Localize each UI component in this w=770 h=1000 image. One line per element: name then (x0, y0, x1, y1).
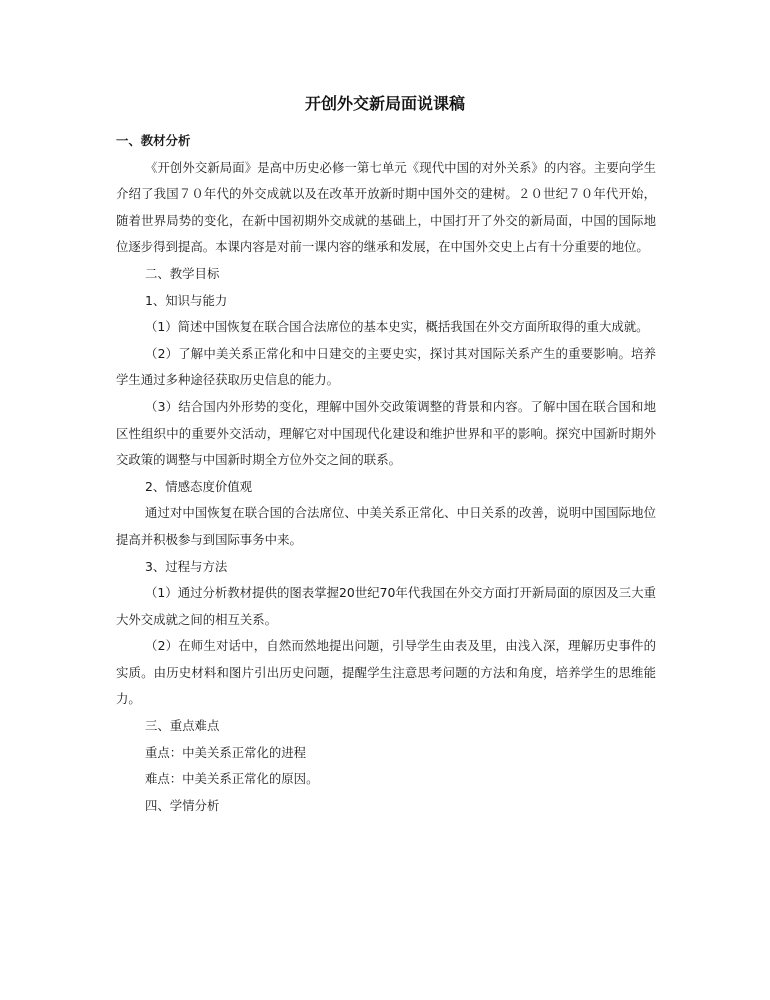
paragraph-goal-2: （2）了解中美关系正常化和中日建交的主要史实，探讨其对国际关系产生的重要影响。培养学生通过多种途径获取历史信息的能力。 (116, 345, 656, 388)
paragraph-emotion-values: 通过对中国恢复在联合国的合法席位、中美关系正常化、中日关系的改善，说明中国国际地位提高并积极参与到国际事务中来。 (116, 505, 656, 547)
subheading-emotion-values: 2、情感态度价值观 (145, 478, 253, 494)
paragraph-difficult-point: 难点：中美关系正常化的原因。 (145, 771, 319, 787)
document-title: 开创外交新局面说课稿 (304, 94, 465, 113)
subheading-process-method: 3、过程与方法 (145, 558, 228, 574)
paragraph-goal-1: （1）简述中国恢复在联合国合法席位的基本史实，概括我国在外交方面所取得的重大成就。 (145, 319, 649, 335)
document-body (116, 128, 656, 819)
paragraph-textbook-analysis: 《开创外交新局面》是高中历史必修一第七单元《现代中国的对外关系》的内容。主要向学生介绍了我国７０年代的外交成就以及在改革开放新时期中国外交的建树。２０世纪７０年代开始，随着世界局势的变化，在新中国初期外交成就的基础上，中国打开了外交的新局面，中国的国际地位逐步得到提高。本课内容是对前一课内容的继承和发展，在中国外交史上占有十分重要的地位。 (116, 159, 656, 255)
paragraph-method-2: （2）在师生对话中，自然而然地提出问题，引导学生由表及里，由浅入深，理解历史事件的实质。由历史材料和图片引出历史问题，提醒学生注意思考问题的方法和角度，培养学生的思维能力。 (116, 638, 656, 707)
section-heading-textbook-analysis: 一、教材分析 (116, 133, 191, 148)
paragraph-goal-3: （3）结合国内外形势的变化，理解中国外交政策调整的背景和内容。了解中国在联合国和地区性组织中的重要外交活动，理解它对中国现代化建设和维护世界和平的影响。探究中国新时期外交政策的调整与中国新时期全方位外交之间的联系。 (116, 398, 656, 468)
subheading-knowledge-ability: 1、知识与能力 (145, 292, 228, 308)
paragraph-method-1: （1）通过分析教材提供的图表掌握20世纪70年代我国在外交方面打开新局面的原因及三大重大外交成就之间的相互关系。 (116, 585, 656, 627)
section-heading-teaching-goals: 二、教学目标 (145, 265, 220, 281)
paragraph-key-point: 重点：中美关系正常化的进程 (145, 744, 307, 760)
section-heading-key-points: 三、重点难点 (145, 718, 220, 734)
section-heading-student-analysis: 四、学情分析 (145, 797, 220, 813)
